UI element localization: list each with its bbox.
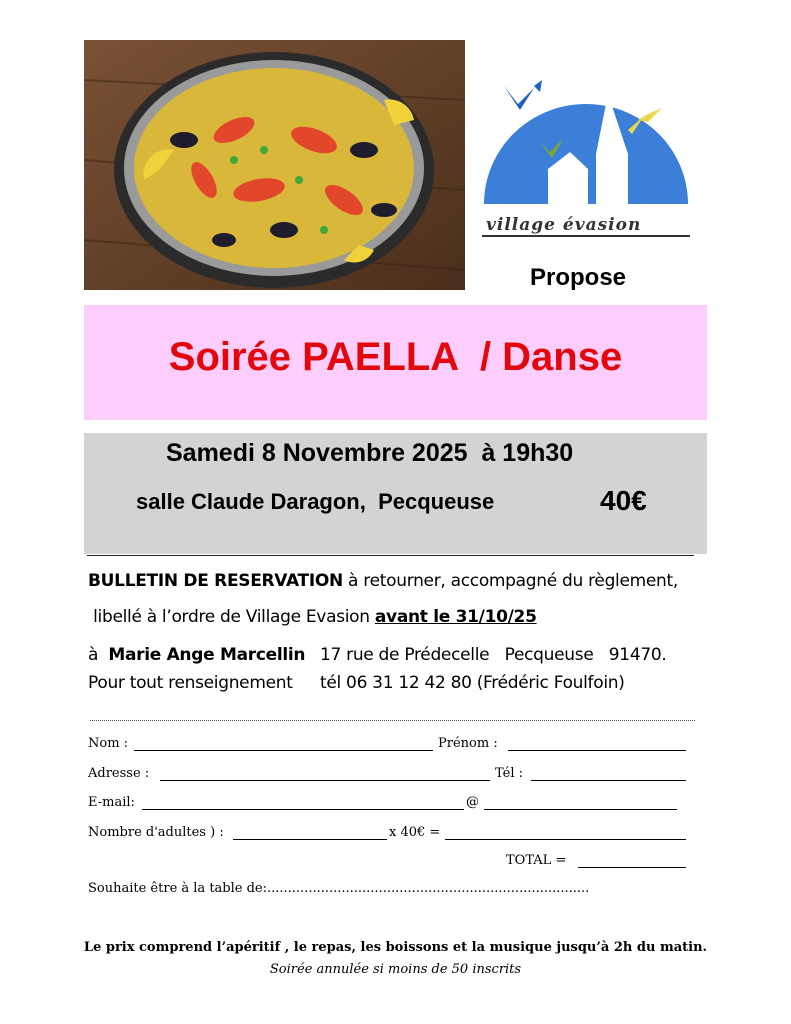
prenom-field[interactable] <box>508 750 686 751</box>
total-field[interactable] <box>578 867 686 868</box>
info-label: Pour tout renseignement <box>88 673 293 693</box>
adultes-label: Nombre d'adultes ) : <box>88 825 224 840</box>
village-evasion-logo <box>478 74 694 242</box>
dotted-divider <box>90 720 695 721</box>
contact-address: 17 rue de Prédecelle Pecqueuse 91470. <box>320 645 667 665</box>
adultes-field[interactable] <box>233 839 387 840</box>
adresse-label: Adresse : <box>88 766 150 781</box>
email-label: E-mail: <box>88 795 135 810</box>
tel-field[interactable] <box>531 780 686 781</box>
deadline: avant le 31/10/25 <box>374 607 537 627</box>
propose-heading: Propose <box>530 264 627 291</box>
event-price: 40€ <box>600 485 647 516</box>
send-to-prefix: à <box>88 645 109 665</box>
email-domain-field[interactable] <box>484 809 677 810</box>
booking-heading: BULLETIN DE RESERVATION <box>88 571 343 591</box>
contact-name: Marie Ange Marcellin <box>108 645 306 665</box>
info-band <box>84 433 707 554</box>
at-sign: @ <box>466 795 479 810</box>
email-user-field[interactable] <box>142 809 464 810</box>
booking-line-3 <box>88 645 305 665</box>
price-includes-note: Le prix comprend l’apéritif , le repas, les boissons et la musique jusqu’à 2h du matin. <box>83 940 708 955</box>
booking-line-1 <box>88 571 678 591</box>
event-date: Samedi 8 Novembre 2025 à 19h30 <box>166 439 574 467</box>
nom-label: Nom : <box>88 736 129 751</box>
title-band <box>84 305 707 420</box>
logo-text: village évasion <box>486 215 642 235</box>
cancellation-note: Soirée annulée si moins de 50 inscrits <box>269 962 522 977</box>
total-label: TOTAL = <box>506 853 567 868</box>
divider <box>87 555 694 556</box>
multiplier-label: x 40€ = <box>389 825 441 840</box>
tel-label: Tél : <box>495 766 524 781</box>
booking-instructions: à retourner, accompagné du règlement, <box>342 571 679 591</box>
booking-line-2 <box>88 607 537 627</box>
event-venue: salle Claude Daragon, Pecqueuse <box>136 489 495 514</box>
table-preference[interactable]: Souhaite être à la table de:.............................................................................. <box>88 881 590 896</box>
nom-field[interactable] <box>134 750 433 751</box>
paella-photo <box>84 40 465 290</box>
event-title: Soirée PAELLA / Danse <box>168 335 623 379</box>
subtotal-field[interactable] <box>445 839 686 840</box>
payable-to: libellé à l’ordre de Village Evasion <box>88 607 375 627</box>
prenom-label: Prénom : <box>438 736 498 751</box>
info-contact: tél 06 31 12 42 80 (Frédéric Foulfoin) <box>320 673 625 693</box>
adresse-field[interactable] <box>160 780 490 781</box>
